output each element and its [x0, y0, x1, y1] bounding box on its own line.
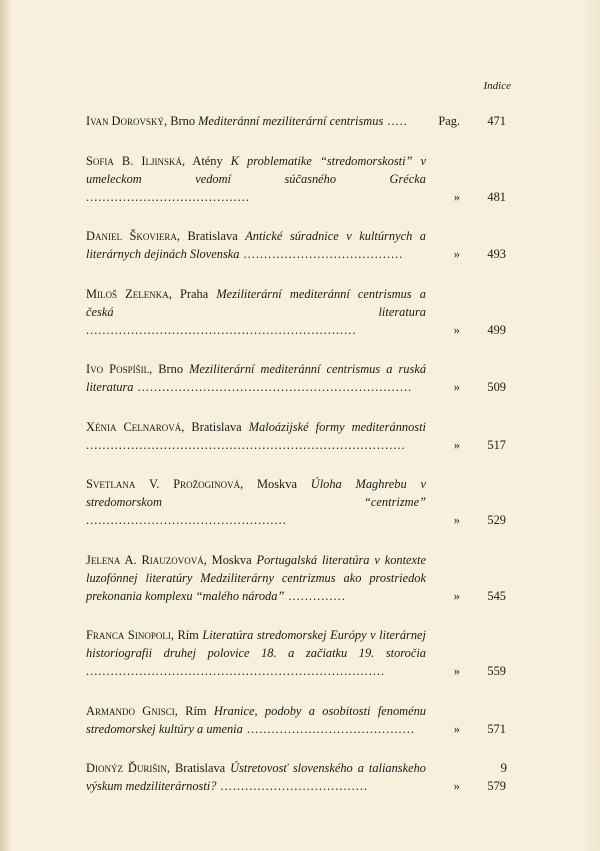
- toc-page-ref: »: [453, 380, 460, 394]
- toc-place: , Atény: [181, 153, 231, 168]
- toc-entry: [86, 551, 510, 605]
- toc-place: , Bratislava: [166, 761, 231, 775]
- toc-page-ref: »: [453, 247, 460, 261]
- toc-page-number: 571: [487, 721, 506, 736]
- toc-title: Antické súradnice v kultúrnych a literárnych dejinách Slovenska: [86, 229, 426, 261]
- toc-entry-text: [86, 152, 426, 206]
- toc-title: Meziliterární mediteránní centrismus a ruská literatura: [86, 362, 427, 394]
- toc-author: Miloš Zelenka: [86, 286, 169, 301]
- toc-leader: ........................................: [86, 189, 250, 204]
- toc-leader: ..............................................................................: [86, 437, 406, 452]
- toc-entry: [86, 152, 510, 206]
- page-number: 9: [500, 760, 507, 775]
- toc-leader: .....: [383, 114, 408, 128]
- toc-author: Jelena A. Riauzovová: [86, 552, 204, 567]
- toc-leader: .................................................: [86, 513, 287, 527]
- toc-title: Mediteránní meziliterární centrismus: [198, 114, 384, 128]
- toc-title: K problematike “stredomorskosti” v umeleckom vedomí súčasného Grécka: [86, 153, 426, 186]
- toc-author: Dionýz Ďurišin: [86, 761, 167, 775]
- toc-page-ref: »: [453, 322, 460, 337]
- toc-page-number: 509: [487, 380, 506, 394]
- toc-entry-text: [86, 702, 426, 738]
- toc-title: Portugalská literatúra v kontexte luzofónnej literatúry Medziliterárny centrizmus ako prostriedok prekonania komplexu “malého národa”: [86, 552, 426, 603]
- toc-leader: ....................................: [216, 779, 369, 793]
- toc-leader: .......................................: [239, 247, 404, 261]
- toc-page-number: 545: [487, 588, 506, 603]
- toc-entry: [86, 112, 510, 130]
- toc-leader: .........................................................................: [86, 664, 386, 678]
- toc-author: Armando Gnisci: [86, 703, 175, 718]
- toc-place: , Rím: [170, 628, 203, 642]
- toc-author: Sofia B. Iljinská: [86, 153, 182, 168]
- toc-entry-text: [86, 285, 426, 339]
- page-spine-shadow: [0, 0, 9, 851]
- toc-page-ref: »: [453, 513, 460, 527]
- toc-entry-text: [86, 759, 426, 795]
- toc-entry: [86, 702, 510, 738]
- toc-title: Hranice, podoby a osobitosti fenoménu stredomorskej kultúry a umenia: [86, 703, 427, 736]
- toc-page-number: 579: [487, 779, 506, 793]
- toc-entry-text: [86, 551, 426, 605]
- toc-entry: [86, 759, 510, 795]
- toc-author: Franca Sinopoli: [86, 628, 171, 642]
- toc-leader: ..............: [284, 588, 346, 603]
- toc-page-ref: Pag.: [438, 114, 460, 128]
- toc-entry: [86, 475, 510, 529]
- toc-entry: [86, 227, 510, 263]
- toc-entry-text: [86, 626, 426, 680]
- toc-page-number: 529: [487, 513, 506, 527]
- toc-page-ref: »: [453, 588, 460, 603]
- toc-page-number: 559: [487, 664, 506, 678]
- toc-place: , Moskva: [203, 552, 257, 567]
- toc-leader: ...................................................................: [133, 380, 413, 394]
- toc-author: Svetlana V. Prožoginová: [86, 477, 241, 491]
- toc-page-ref: »: [453, 189, 460, 204]
- toc-entry-text: [86, 418, 426, 454]
- toc-author: Ivan Dorovský: [86, 114, 165, 128]
- toc-entry-text: [86, 475, 426, 529]
- toc-title: Maloázijské formy mediteránnosti: [248, 419, 426, 434]
- toc-page-ref: »: [453, 437, 460, 452]
- toc-place: , Bratislava: [181, 419, 249, 434]
- toc-title: Ústretovosť slovenského a talianskeho výskum medziliterárnosti?: [86, 761, 426, 793]
- toc-entry-text: [86, 360, 426, 396]
- toc-entry: [86, 285, 510, 339]
- toc-page-number: 517: [487, 437, 506, 452]
- toc-page-number: 481: [487, 189, 506, 204]
- toc-entry-text: [86, 227, 426, 263]
- toc-entry-text: [86, 112, 426, 130]
- toc-place: , Moskva: [240, 477, 311, 491]
- toc-leader: ..................................................................: [86, 322, 357, 337]
- toc-entry: [86, 626, 510, 680]
- toc-author: Xénia Celnarová: [86, 419, 182, 434]
- toc-title: Literatúra stredomorskej Európy v literárnej historiografii druhej polovice 18. a začiatku 19. storočia: [86, 628, 426, 660]
- toc-place: , Praha: [168, 286, 217, 301]
- toc-page-number: 471: [487, 114, 506, 128]
- toc-author: Ivo Pospíšil: [86, 362, 150, 376]
- toc-place: , Brno: [164, 114, 199, 128]
- running-header: Indice: [483, 80, 511, 92]
- toc-place: , Brno: [149, 362, 190, 376]
- toc-page-ref: »: [453, 779, 460, 793]
- toc-place: , Rím: [174, 703, 214, 718]
- toc-entry: [86, 360, 510, 396]
- toc-page-number: 499: [487, 322, 506, 337]
- toc-author: Daniel Škoviera: [86, 229, 177, 243]
- table-of-contents: [86, 112, 510, 817]
- toc-leader: .........................................: [242, 721, 415, 736]
- toc-entry: [86, 418, 510, 454]
- toc-page-number: 493: [487, 247, 506, 261]
- toc-place: , Bratislava: [176, 229, 246, 243]
- toc-page-ref: »: [453, 664, 460, 678]
- toc-title: Meziliterární mediteránní centrismus a česká literatura: [86, 286, 426, 319]
- toc-title: Úloha Maghrebu v stredomorskom “centrizme”: [86, 477, 426, 509]
- toc-page-ref: »: [453, 721, 460, 736]
